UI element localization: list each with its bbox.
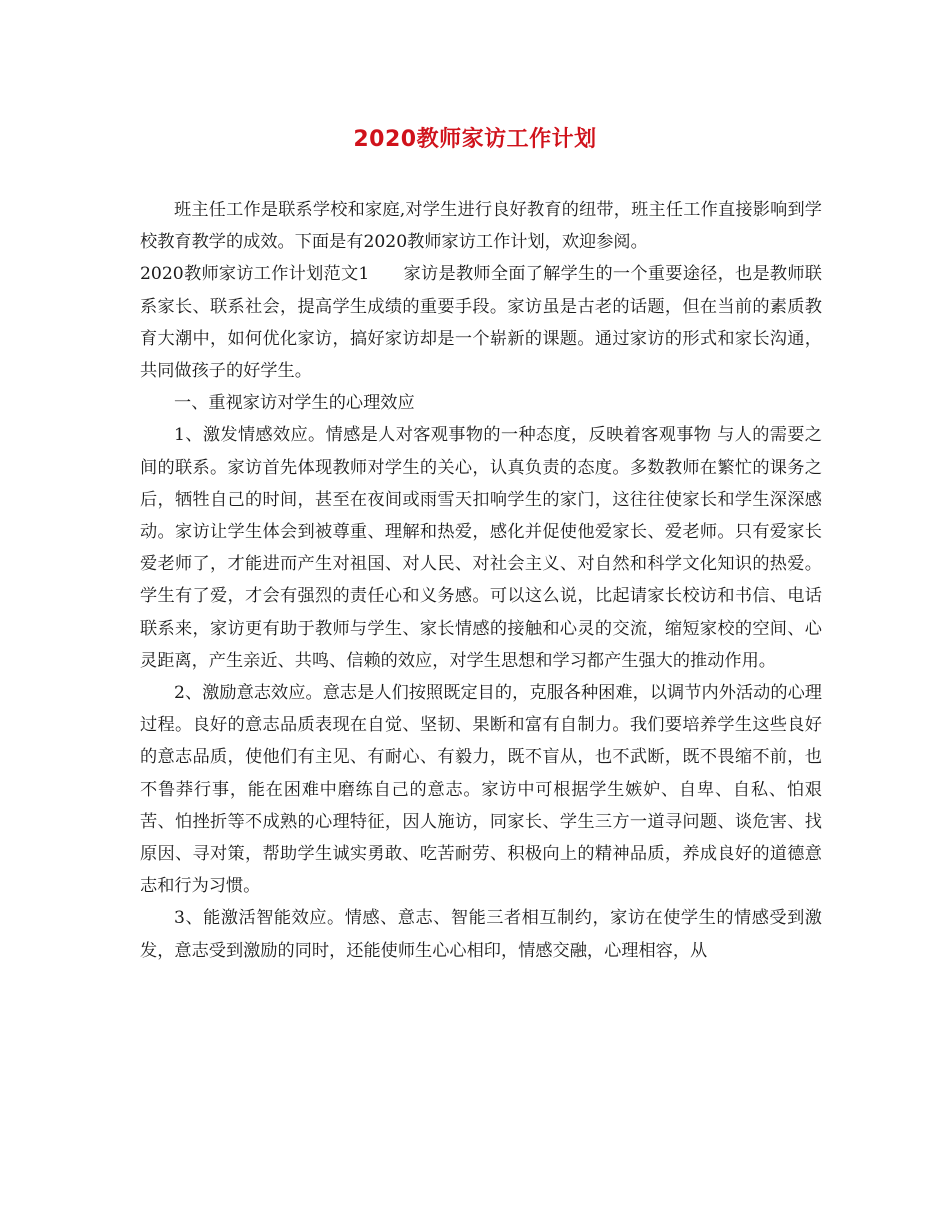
paragraph-emotion: 1、激发情感效应。情感是人对客观事物的一种态度，反映着客观事物 与人的需要之间的联系。家访首先体现教师对学生的关心，认真负责的态度。多数教师在繁忙的课务之后，牺牲自己的时间，甚至在夜间或雨雪天扣响学生的家门，这往往使家长和学生深深感动。家访让学生体会到被尊重、理解和热爱，感化并促使他爱家长、爱老师。只有爱家长爱老师了，才能进而产生对祖国、对人民、对社会主义、对自然和科学文化知识的热爱。学生有了爱，才会有强烈的责任心和义务感。可以这么说，比起请家长校访和书信、电话联系来，家访更有助于教师与学生、家长情感的接触和心灵的交流，缩短家校的空间、心灵距离，产生亲近、共鸣、信赖的效应，对学生思想和学习都产生强大的推动作用。 <box>140 425 822 671</box>
section-paragraph <box>140 258 822 387</box>
document-body <box>140 194 822 967</box>
intro-paragraph: 班主任工作是联系学校和家庭,对学生进行良好教育的纽带，班主任工作直接影响到学校教育教学的成效。下面是有2020教师家访工作计划，欢迎参阅。 <box>140 200 822 253</box>
subheading-1: 一、重视家访对学生的心理效应 <box>174 393 415 414</box>
paragraph-intelligence: 3、能激活智能效应。情感、意志、智能三者相互制约，家访在使学生的情感受到激发，意志受到激励的同时，还能使师生心心相印，情感交融，心理相容，从 <box>140 908 822 961</box>
section-intro: 家访是教师全面了解学生的一个重要途径，也是教师联系家长、联系社会，提高学生成绩的重要手段。家访虽是古老的话题，但在当前的素质教育大潮中，如何优化家访，搞好家访却是一个崭新的课题。通过家访的形式和家长沟通，共同做孩子的好学生。 <box>140 264 822 382</box>
paragraph-will: 2、激励意志效应。意志是人们按照既定目的，克服各种困难，以调节内外活动的心理过程。良好的意志品质表现在自觉、坚韧、果断和富有自制力。我们要培养学生这些良好的意志品质，使他们有主见、有耐心、有毅力，既不盲从，也不武断，既不畏缩不前，也不鲁莽行事，能在困难中磨练自己的意志。家访中可根据学生嫉妒、自卑、自私、怕艰苦、怕挫折等不成熟的心理特征，因人施访，同家长、学生三方一道寻问题、谈危害、找原因、寻对策，帮助学生诚实勇敢、吃苦耐劳、积极向上的精神品质，养成良好的道德意志和行为习惯。 <box>140 683 822 897</box>
section-heading: 2020教师家访工作计划范文1 <box>140 264 370 285</box>
document-title: 2020教师家访工作计划 <box>353 127 597 152</box>
